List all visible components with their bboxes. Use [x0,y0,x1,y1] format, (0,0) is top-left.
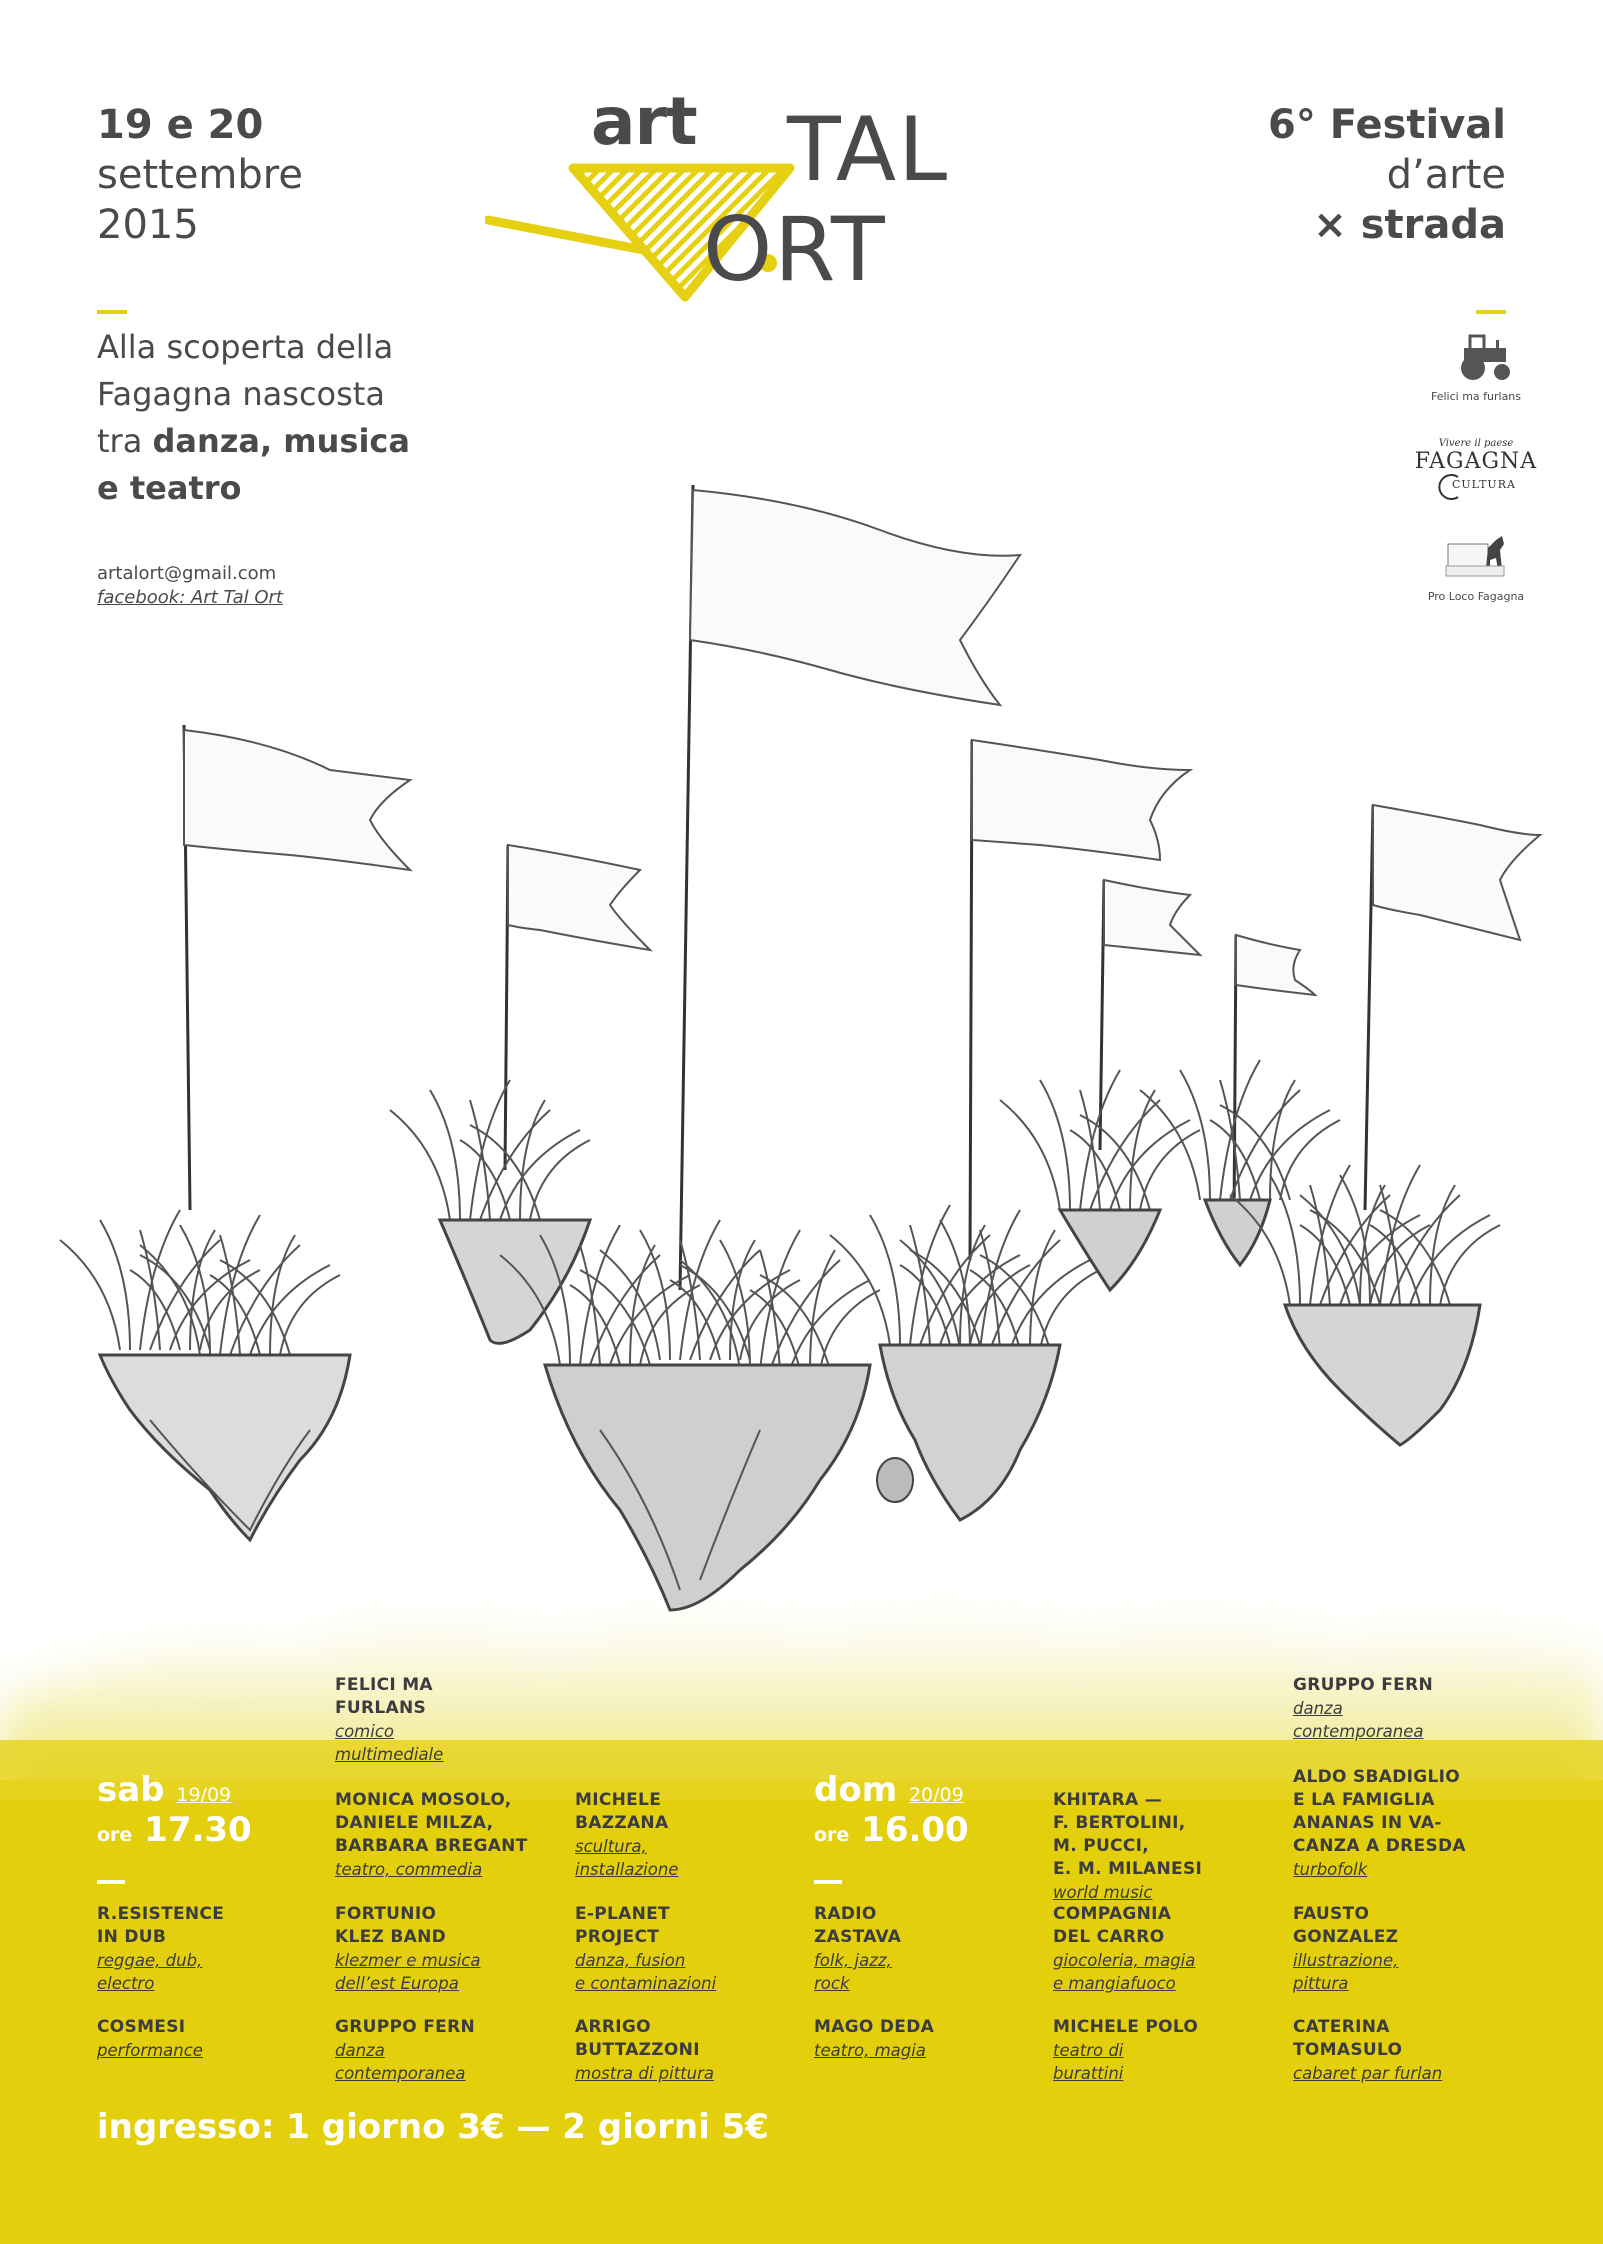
act-genre-line: danza, fusion [575,1951,686,1970]
act-genre-line: giocoleria, magia [1053,1951,1196,1970]
act-genre-line: pittura [1293,1974,1349,1993]
act-name-line: COMPAGNIA [1053,1904,1172,1924]
act-genre-line: folk, jazz, [814,1951,892,1970]
act-genre-line: teatro, magia [814,2041,926,2060]
festival-line2: d’arte [1386,152,1506,198]
act-name-line: KHITARA — [1053,1790,1163,1810]
act-name-line: MONICA MOSOLO, [335,1790,512,1810]
act-genre [1293,2062,1493,2085]
fagagna-small-text: Vivere il paese [1438,438,1514,449]
cross-symbol: × [1313,202,1347,248]
tagline-line4: e teatro [97,469,242,507]
saturday-day: sab [97,1770,165,1810]
act-name-line: ANANAS IN VA- [1293,1813,1442,1833]
act-b8 [1053,2016,1253,2085]
act-b1 [1293,1674,1493,1743]
act-genre [1293,1720,1493,1743]
act-name-line: BARBARA BREGANT [335,1836,528,1856]
act-a4 [97,1903,297,1995]
act-name-line: BAZZANA [575,1813,669,1833]
saturday-time: 17.30 [144,1810,252,1850]
act-genre-line: scultura, [575,1837,647,1856]
sunday-time: 16.00 [861,1810,969,1850]
act-name-line: TOMASULO [1293,2040,1403,2060]
saturday-date: 19/09 [176,1784,232,1806]
act-name-line: FURLANS [335,1698,427,1718]
tagline-line3-bold: danza, musica [152,422,410,460]
date-days: 19 e 20 [97,102,264,148]
act-genre-line: turbofolk [1293,1860,1368,1879]
act-genre [814,1972,1014,1995]
act-name-line: CANZA A DRESDA [1293,1836,1466,1856]
act-genre-line: danza [1293,1699,1343,1718]
act-name-line: PROJECT [575,1927,660,1947]
saturday-dash [97,1880,125,1884]
act-genre-line: teatro di [1053,2041,1124,2060]
act-name-line: IN DUB [97,1927,167,1947]
facebook-link[interactable]: facebook: Art Tal Ort [97,587,283,608]
act-b5 [1053,1903,1253,1995]
sunday-ore: ore [814,1824,850,1846]
festival-line1: 6° Festival [1267,102,1506,148]
act-name-line: GONZALEZ [1293,1927,1399,1947]
act-genre-line: world music [1053,1883,1153,1902]
act-b2 [1053,1789,1253,1904]
act-name-line: M. PUCCI, [1053,1836,1149,1856]
act-name-line: E. M. MILANESI [1053,1859,1203,1879]
act-name-line: ARRIGO [575,2017,651,2037]
act-name-line: GRUPPO FERN [335,2017,475,2037]
act-genre-line: reggae, dub, [97,1951,203,1970]
act-a1 [335,1674,535,1766]
email-link[interactable]: artalort@gmail.com [97,563,277,584]
act-genre [335,1972,535,1995]
act-genre-line: multimediale [335,1745,444,1764]
sponsor-pro-loco-caption: Pro Loco Fagagna [1427,590,1525,603]
act-genre-line: illustrazione, [1293,1951,1399,1970]
act-genre-line: e contaminazioni [575,1974,717,1993]
act-genre [814,2039,1014,2062]
act-genre [97,1972,297,1995]
sponsor-felici-caption: Felici ma furlans [1430,390,1522,403]
date-year: 2015 [97,202,199,248]
act-genre [97,1949,297,1972]
act-genre-line: cabaret par furlan [1293,2064,1443,2083]
logo-ort: ORT [703,198,887,301]
fagagna-cultura: CULTURA [1452,478,1516,491]
act-genre [1053,1881,1253,1904]
act-genre-line: installazione [575,1860,679,1879]
act-genre-line: e mangiafuoco [1053,1974,1176,1993]
act-name-line: E LA FAMIGLIA [1293,1790,1435,1810]
act-genre [335,1858,535,1881]
act-name-line: FORTUNIO [335,1904,437,1924]
tagline-line2: Fagagna nascosta [97,375,385,413]
act-name-line: F. BERTOLINI, [1053,1813,1186,1833]
act-a5 [335,1903,535,1995]
act-name-line: R.ESISTENCE [97,1904,225,1924]
act-genre-line: comico [335,1722,394,1741]
act-a6 [575,1903,775,1995]
act-genre-line: burattini [1053,2064,1124,2083]
act-name-line: COSMESI [97,2017,186,2037]
act-genre-line: teatro, commedia [335,1860,483,1879]
act-a3 [575,1789,775,1881]
sunday-date: 20/09 [908,1784,964,1806]
act-genre [97,2039,297,2062]
act-genre-line: electro [97,1974,155,1993]
act-name-line: ZASTAVA [814,1927,902,1947]
festival-line3: strada [1360,202,1506,248]
logo-art: art [591,83,697,160]
act-genre-line: contemporanea [335,2064,466,2083]
act-b3 [1293,1766,1493,1881]
act-genre-line: dell’est Europa [335,1974,459,1993]
act-genre [335,1743,535,1766]
act-a7 [97,2016,297,2062]
act-genre [335,1949,535,1972]
act-genre-line: klezmer e musica [335,1951,481,1970]
act-name-line: CATERINA [1293,2017,1390,2037]
act-genre [575,1858,775,1881]
act-genre-line: contemporanea [1293,1722,1424,1741]
act-genre [1053,2062,1253,2085]
act-genre [814,1949,1014,1972]
act-name-line: MAGO DEDA [814,2017,935,2037]
act-genre [575,2062,775,2085]
act-b9 [1293,2016,1493,2085]
act-b7 [814,2016,1014,2062]
act-genre-line: danza [335,2041,385,2060]
act-genre [335,2062,535,2085]
act-b4 [814,1903,1014,1995]
act-genre [335,2039,535,2062]
act-genre-line: performance [97,2041,203,2060]
act-name-line: MICHELE POLO [1053,2017,1199,2037]
act-genre [575,1949,775,1972]
fagagna-name: FAGAGNA [1414,449,1538,474]
sunday-day: dom [814,1770,898,1810]
act-genre-line: mostra di pittura [575,2064,715,2083]
act-name-line: FAUSTO [1293,1904,1370,1924]
logo-tal: TAL [787,98,950,201]
act-genre [1293,1858,1493,1881]
saturday-header [97,1770,252,1850]
sunday-header [814,1770,969,1850]
act-name-line: DANIELE MILZA, [335,1813,494,1833]
act-name-line: MICHELE [575,1790,662,1810]
act-a8 [335,2016,535,2085]
tagline-line3-prefix: tra [97,422,153,460]
ticket-price: ingresso: 1 giorno 3€ — 2 giorni 5€ [97,2107,769,2147]
act-genre [1053,2039,1253,2062]
act-genre-line: rock [814,1974,850,1993]
saturday-ore: ore [97,1824,133,1846]
act-genre [575,1972,775,1995]
act-b6 [1293,1903,1493,1995]
act-a9 [575,2016,775,2085]
sunday-dash [814,1880,842,1884]
act-genre [1053,1949,1253,1972]
act-name-line: FELICI MA [335,1675,433,1695]
tagline-line1: Alla scoperta della [97,328,394,366]
act-genre [575,1835,775,1858]
act-name-line: GRUPPO FERN [1293,1675,1433,1695]
act-name-line: BUTTAZZONI [575,2040,700,2060]
act-genre [1293,1972,1493,1995]
act-name-line: RADIO [814,1904,877,1924]
act-genre [335,1720,535,1743]
act-genre [1293,1697,1493,1720]
act-name-line: E-PLANET [575,1904,670,1924]
act-name-line: DEL CARRO [1053,1927,1165,1947]
act-genre [1053,1972,1253,1995]
act-name-line: KLEZ BAND [335,1927,447,1947]
act-a2 [335,1789,535,1881]
date-month: settembre [97,152,303,198]
act-name-line: ALDO SBADIGLIO [1293,1767,1461,1787]
act-genre [1293,1949,1493,1972]
